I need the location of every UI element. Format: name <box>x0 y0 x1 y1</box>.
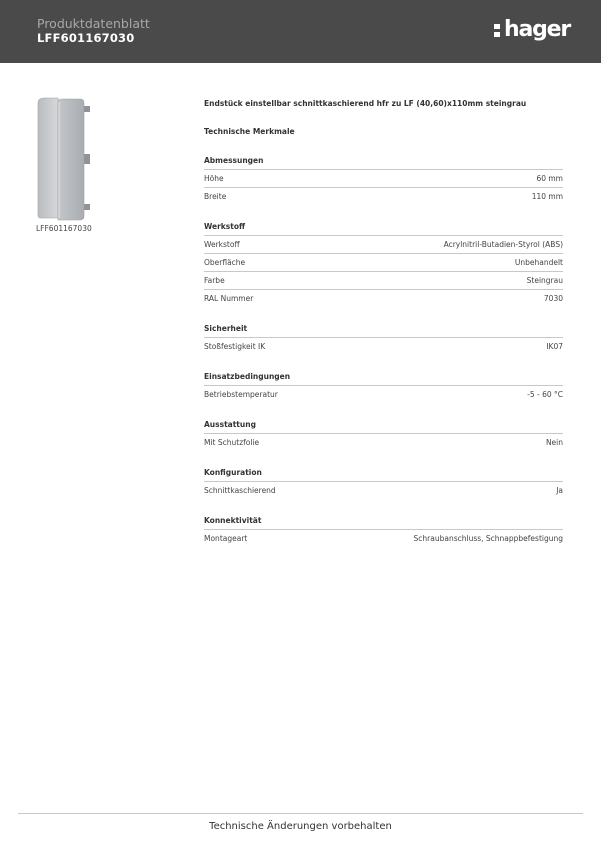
specs-heading: Technische Merkmale <box>204 127 295 136</box>
spec-row <box>204 170 563 188</box>
page-header <box>0 0 601 63</box>
spec-group-operating-conditions <box>204 368 563 403</box>
spec-row <box>204 290 563 307</box>
spec-group-title: Einsatzbedingungen <box>204 368 563 386</box>
spec-value: -5 - 60 °C <box>527 390 563 399</box>
product-image-caption: LFF601167030 <box>36 224 92 233</box>
spec-group-title: Ausstattung <box>204 416 563 434</box>
logo-text: hager <box>504 17 571 42</box>
spec-row <box>204 338 563 355</box>
footer-note: Technische Änderungen vorbehalten <box>209 821 392 832</box>
spec-label: Farbe <box>204 276 225 285</box>
spec-value: Acrylnitril-Butadien-Styrol (ABS) <box>443 240 563 249</box>
spec-value: Schraubanschluss, Schnappbefestigung <box>413 534 563 543</box>
spec-value: Unbehandelt <box>514 258 563 267</box>
spec-label: Oberfläche <box>204 258 246 267</box>
spec-group-title: Konfiguration <box>204 464 563 482</box>
hager-logo <box>493 17 570 43</box>
spec-row <box>204 254 563 272</box>
document-code: LFF601167030 <box>37 31 135 45</box>
spec-row <box>204 482 563 499</box>
spec-group-connectivity <box>204 512 563 547</box>
spec-label: Mit Schutzfolie <box>204 438 260 447</box>
spec-row <box>204 272 563 290</box>
spec-value: 7030 <box>543 294 563 303</box>
spec-label: Betriebstemperatur <box>204 390 278 399</box>
spec-label: Breite <box>204 192 227 201</box>
spec-row <box>204 434 563 451</box>
logo-colon-icon <box>493 19 502 41</box>
spec-value: 60 mm <box>536 174 563 183</box>
spec-group-title: Abmessungen <box>204 152 563 170</box>
spec-group-configuration <box>204 464 563 499</box>
spec-label: Höhe <box>204 174 224 183</box>
spec-label: Montageart <box>204 534 248 543</box>
spec-label: RAL Nummer <box>204 294 254 303</box>
spec-value: Ja <box>556 486 563 495</box>
spec-row <box>204 236 563 254</box>
spec-group-dimensions <box>204 152 563 205</box>
product-title: Endstück einstellbar schnittkaschierend hfr zu LF (40,60)x110mm steingrau <box>204 99 527 108</box>
spec-row <box>204 530 563 547</box>
footer-divider <box>18 813 583 814</box>
spec-row <box>204 188 563 205</box>
spec-value: Nein <box>545 438 563 447</box>
spec-group-equipment <box>204 416 563 451</box>
spec-label: Werkstoff <box>204 240 240 249</box>
spec-label: Stoßfestigkeit IK <box>204 342 266 351</box>
spec-group-safety <box>204 320 563 355</box>
spec-value: 110 mm <box>531 192 563 201</box>
product-image <box>34 96 94 222</box>
spec-row <box>204 386 563 403</box>
spec-value: IK07 <box>546 342 563 351</box>
spec-value: Steingrau <box>526 276 563 285</box>
spec-group-title: Werkstoff <box>204 218 563 236</box>
main-content <box>204 97 563 547</box>
document-type: Produktdatenblatt <box>37 16 150 31</box>
spec-group-material <box>204 218 563 307</box>
spec-label: Schnittkaschierend <box>204 486 276 495</box>
spec-group-title: Konnektivität <box>204 512 563 530</box>
spec-group-title: Sicherheit <box>204 320 563 338</box>
